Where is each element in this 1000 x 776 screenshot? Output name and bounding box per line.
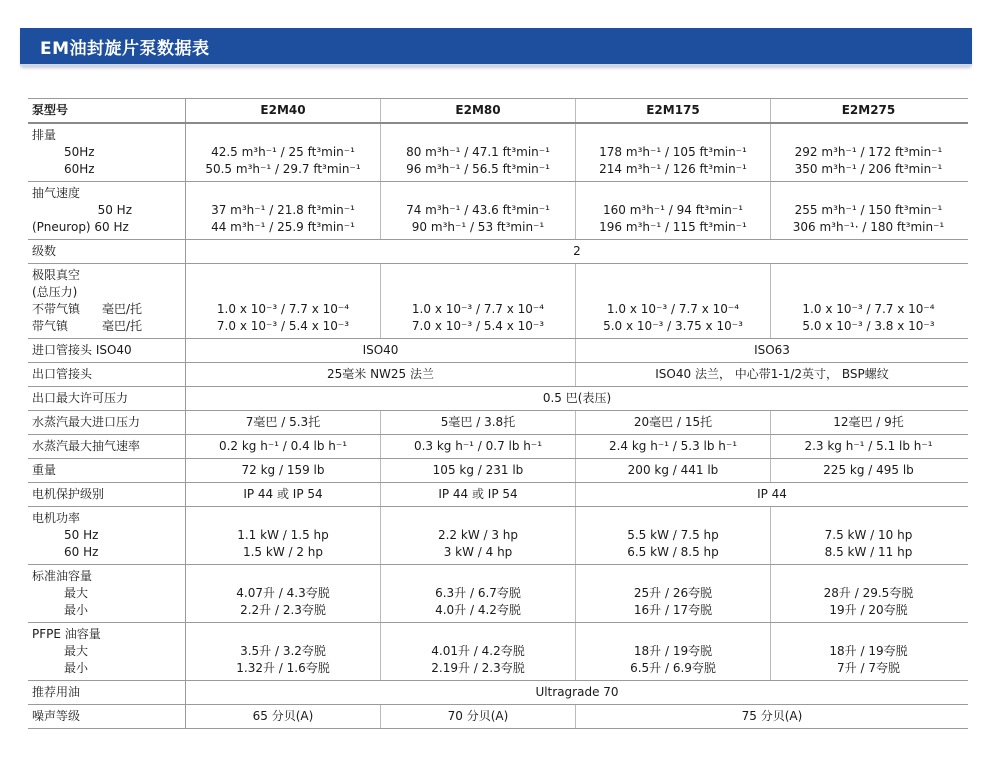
row-weight [28,459,968,483]
row-oil-capacity [28,565,968,623]
vapour-rate-e2m40: 0.2 kg h⁻¹ / 0.4 lb h⁻¹ [186,435,381,458]
label-recommended-oil: 推荐用油 [28,681,186,704]
row-recommended-oil [28,681,968,705]
label-pumping-speed: 抽气速度 50 Hz (Pneurop) 60 Hz [28,182,186,239]
row-inlet [28,339,968,363]
outlet-small: 25毫米 NW25 法兰 [186,363,576,386]
label-displacement: 排量 50Hz 60Hz [28,124,186,181]
oil-e2m175: 25升 / 26夸脱 16升 / 17夸脱 [576,565,771,622]
vapour-rate-e2m80: 0.3 kg h⁻¹ / 0.7 lb h⁻¹ [381,435,576,458]
row-ultimate-vacuum [28,264,968,339]
speed-e2m40: 37 m³h⁻¹ / 21.8 ft³min⁻¹ 44 m³h⁻¹ / 25.9 ft³min⁻¹ [186,182,381,239]
vapour-rate-e2m175: 2.4 kg h⁻¹ / 5.3 lb h⁻¹ [576,435,771,458]
label-pfpe-capacity: PFPE 油容量 最大 最小 [28,623,186,680]
displacement-e2m80: 80 m³h⁻¹ / 47.1 ft³min⁻¹ 96 m³h⁻¹ / 56.5 ft³min⁻¹ [381,124,576,181]
speed-e2m175: 160 m³h⁻¹ / 94 ft³min⁻¹ 196 m³h⁻¹ / 115 ft³min⁻¹ [576,182,771,239]
max-outlet-pressure-value: 0.5 巴(表压) [542,391,612,405]
noise-large: 75 分贝(A) [741,709,803,723]
row-pumping-speed [28,182,968,240]
noise-e2m40: 65 分贝(A) [186,705,381,728]
outlet-large: ISO40 法兰， 中心带1-1/2英寸， BSP螺纹 [655,367,889,381]
row-motor-power [28,507,968,565]
oil-e2m80: 6.3升 / 6.7夸脱 4.0升 / 4.2夸脱 [381,565,576,622]
header-model: 泵型号 [28,99,186,122]
label-noise: 噪声等级 [28,705,186,728]
speed-e2m80: 74 m³h⁻¹ / 43.6 ft³min⁻¹ 90 m³h⁻¹ / 53 ft³min⁻¹ [381,182,576,239]
header-e2m40: E2M40 [186,99,381,122]
displacement-e2m275: 292 m³h⁻¹ / 172 ft³min⁻¹ 350 m³h⁻¹ / 206 ft³min⁻¹ [794,145,943,176]
protection-large: IP 44 [757,487,787,501]
vacuum-e2m80: 1.0 x 10⁻³ / 7.7 x 10⁻⁴ 7.0 x 10⁻³ / 5.4 x 10⁻³ [381,264,576,338]
label-protection: 电机保护级别 [28,483,186,506]
speed-e2m275: 255 m³h⁻¹ / 150 ft³min⁻¹ 306 m³h⁻¹· / 180 ft³min⁻¹ [792,203,945,234]
vapour-inlet-e2m40: 7毫巴 / 5.3托 [186,411,381,434]
row-stages [28,240,968,264]
label-max-vapour-inlet: 水蒸汽最大进口压力 [28,411,186,434]
noise-e2m80: 70 分贝(A) [381,705,576,728]
pfpe-e2m175: 18升 / 19夸脱 6.5升 / 6.9夸脱 [576,623,771,680]
power-e2m175: 5.5 kW / 7.5 hp 6.5 kW / 8.5 hp [576,507,771,564]
vacuum-e2m175: 1.0 x 10⁻³ / 7.7 x 10⁻⁴ 5.0 x 10⁻³ / 3.75 x 10⁻³ [576,264,771,338]
vapour-inlet-e2m275: 12毫巴 / 9托 [833,415,904,429]
row-pfpe-capacity [28,623,968,681]
label-max-outlet-pressure: 出口最大许可压力 [28,387,186,410]
row-noise [28,705,968,729]
oil-e2m40: 4.07升 / 4.3夸脱 2.2升 / 2.3夸脱 [186,565,381,622]
stages-value: 2 [573,244,581,258]
displacement-e2m40: 42.5 m³h⁻¹ / 25 ft³min⁻¹ 50.5 m³h⁻¹ / 29.7 ft³min⁻¹ [186,124,381,181]
power-e2m275: 7.5 kW / 10 hp 8.5 kW / 11 hp [824,528,913,559]
weight-e2m80: 105 kg / 231 lb [381,459,576,482]
displacement-e2m175: 178 m³h⁻¹ / 105 ft³min⁻¹ 214 m³h⁻¹ / 126 ft³min⁻¹ [576,124,771,181]
header-e2m80: E2M80 [381,99,576,122]
row-max-vapour-inlet [28,411,968,435]
recommended-oil-value: Ultragrade 70 [535,685,619,699]
inlet-small: ISO40 [186,339,576,362]
data-table [28,98,968,729]
vapour-inlet-e2m80: 5毫巴 / 3.8托 [381,411,576,434]
inlet-large: ISO63 [754,343,790,357]
vapour-inlet-e2m175: 20毫巴 / 15托 [576,411,771,434]
label-ultimate-vacuum: 极限真空 (总压力) 不带气镇 毫巴/托 带气镇 毫巴/托 [28,264,186,338]
label-max-vapour-rate: 水蒸汽最大抽气速率 [28,435,186,458]
vacuum-e2m40: 1.0 x 10⁻³ / 7.7 x 10⁻⁴ 7.0 x 10⁻³ / 5.4 x 10⁻³ [186,264,381,338]
label-inlet: 进口管接头 ISO40 [28,339,186,362]
vacuum-e2m275: 1.0 x 10⁻³ / 7.7 x 10⁻⁴ 5.0 x 10⁻³ / 3.8 x 10⁻³ [802,302,935,333]
weight-e2m40: 72 kg / 159 lb [186,459,381,482]
oil-e2m275: 28升 / 29.5夸脱 19升 / 20夸脱 [823,586,914,617]
weight-e2m275: 225 kg / 495 lb [823,463,914,477]
row-max-outlet-pressure [28,387,968,411]
power-e2m80: 2.2 kW / 3 hp 3 kW / 4 hp [381,507,576,564]
page-title: EM油封旋片泵数据表 [40,39,210,59]
label-stages: 级数 [28,240,186,263]
power-e2m40: 1.1 kW / 1.5 hp 1.5 kW / 2 hp [186,507,381,564]
vapour-rate-e2m275: 2.3 kg h⁻¹ / 5.1 lb h⁻¹ [804,439,933,453]
label-weight: 重量 [28,459,186,482]
table-header-row [28,99,968,124]
weight-e2m175: 200 kg / 441 lb [576,459,771,482]
pfpe-e2m80: 4.01升 / 4.2夸脱 2.19升 / 2.3夸脱 [381,623,576,680]
pfpe-e2m40: 3.5升 / 3.2夸脱 1.32升 / 1.6夸脱 [186,623,381,680]
row-max-vapour-rate [28,435,968,459]
row-protection [28,483,968,507]
row-outlet [28,363,968,387]
pfpe-e2m275: 18升 / 19夸脱 7升 / 7夸脱 [829,644,908,675]
protection-e2m80: IP 44 或 IP 54 [381,483,576,506]
label-motor-power: 电机功率 50 Hz 60 Hz [28,507,186,564]
label-outlet: 出口管接头 [28,363,186,386]
title-banner [20,28,972,66]
header-e2m175: E2M175 [576,99,771,122]
row-displacement [28,124,968,182]
protection-e2m40: IP 44 或 IP 54 [186,483,381,506]
header-e2m275: E2M275 [841,103,896,117]
label-oil-capacity: 标准油容量 最大 最小 [28,565,186,622]
